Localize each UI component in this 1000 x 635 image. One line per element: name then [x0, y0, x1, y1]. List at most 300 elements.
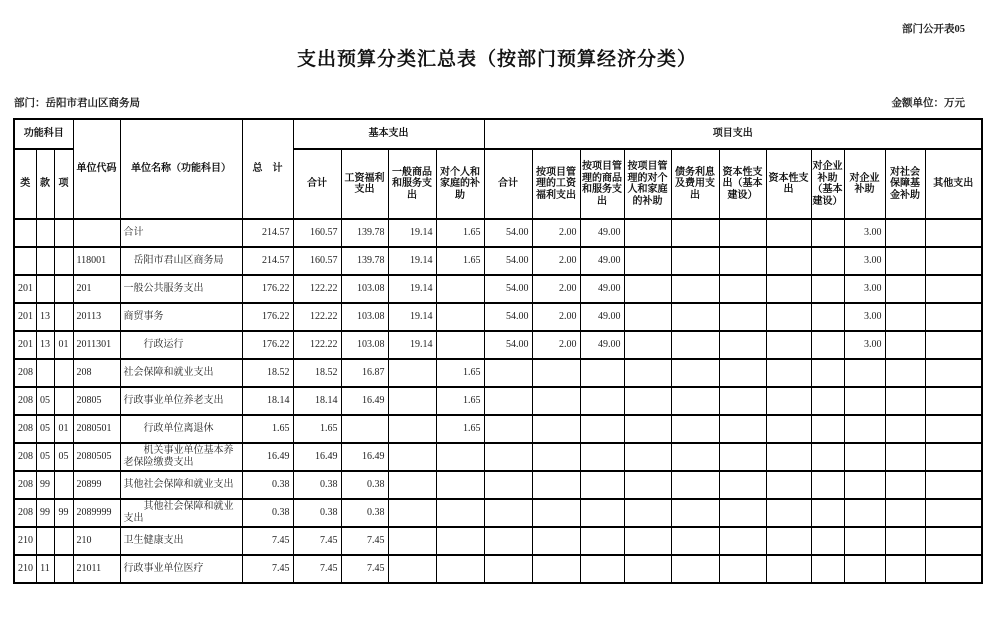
cell-value: 0.38 — [341, 499, 388, 527]
table-row — [14, 247, 982, 275]
cell-unit-code: 210 — [73, 527, 120, 555]
header-item: 项 — [54, 149, 73, 219]
cell-value — [436, 555, 484, 583]
cell-item — [54, 219, 73, 247]
cell-unit-name: 岳阳市君山区商务局 — [120, 247, 242, 275]
cell-value: 7.45 — [341, 527, 388, 555]
cell-class: 210 — [14, 555, 36, 583]
cell-value: 18.52 — [242, 359, 293, 387]
cell-value — [624, 219, 671, 247]
budget-table — [13, 118, 983, 584]
table-row — [14, 303, 982, 331]
table-row — [14, 415, 982, 443]
cell-value — [671, 219, 719, 247]
cell-value: 1.65 — [293, 415, 341, 443]
cell-value: 16.87 — [341, 359, 388, 387]
header-basic-total: 合计 — [293, 149, 341, 219]
cell-value — [766, 387, 811, 415]
header-debt-interest: 债务利息及费用支出 — [671, 149, 719, 219]
cell-value: 103.08 — [341, 331, 388, 359]
cell-value: 2.00 — [532, 303, 580, 331]
cell-value: 176.22 — [242, 331, 293, 359]
cell-unit-code: 2089999 — [73, 499, 120, 527]
cell-value: 103.08 — [341, 275, 388, 303]
cell-value — [484, 443, 532, 471]
cell-value — [436, 275, 484, 303]
cell-value: 122.22 — [293, 303, 341, 331]
cell-value: 54.00 — [484, 303, 532, 331]
cell-value — [844, 555, 885, 583]
cell-unit-code: 2080505 — [73, 443, 120, 471]
cell-value — [580, 443, 624, 471]
cell-section: 13 — [36, 303, 54, 331]
table-row — [14, 499, 982, 527]
cell-value — [624, 387, 671, 415]
cell-value — [844, 387, 885, 415]
cell-value: 3.00 — [844, 331, 885, 359]
header-proj-goods: 按项目管理的商品和服务支出 — [580, 149, 624, 219]
cell-class: 201 — [14, 275, 36, 303]
cell-value — [885, 359, 925, 387]
cell-value — [532, 471, 580, 499]
table-row — [14, 387, 982, 415]
cell-value — [484, 359, 532, 387]
table-row — [14, 527, 982, 555]
cell-value: 160.57 — [293, 219, 341, 247]
cell-class — [14, 219, 36, 247]
cell-unit-code: 20113 — [73, 303, 120, 331]
cell-value — [844, 471, 885, 499]
cell-value — [671, 443, 719, 471]
cell-value: 19.14 — [388, 275, 436, 303]
cell-value — [766, 555, 811, 583]
cell-value — [811, 387, 844, 415]
header-functional-group: 功能科目 — [14, 119, 73, 149]
cell-item: 01 — [54, 331, 73, 359]
cell-value — [719, 471, 766, 499]
cell-value — [811, 555, 844, 583]
cell-item — [54, 387, 73, 415]
header-proj-total: 合计 — [484, 149, 532, 219]
cell-value — [885, 303, 925, 331]
cell-value: 19.14 — [388, 331, 436, 359]
cell-value — [624, 555, 671, 583]
cell-value — [844, 415, 885, 443]
cell-unit-code: 2080501 — [73, 415, 120, 443]
header-basic-goods: 一般商品和服务支出 — [388, 149, 436, 219]
cell-value — [388, 471, 436, 499]
cell-item: 01 — [54, 415, 73, 443]
cell-value: 7.45 — [242, 555, 293, 583]
cell-value — [436, 331, 484, 359]
cell-value: 1.65 — [436, 359, 484, 387]
cell-value — [671, 555, 719, 583]
cell-value: 0.38 — [242, 471, 293, 499]
cell-value — [925, 555, 982, 583]
cell-value — [484, 387, 532, 415]
header-basic-family: 对个人和家庭的补助 — [436, 149, 484, 219]
amount-unit-label: 金额单位：万元 — [891, 98, 965, 109]
cell-value: 1.65 — [436, 247, 484, 275]
cell-value — [624, 443, 671, 471]
header-proj-family: 按项目管理的对个人和家庭的补助 — [624, 149, 671, 219]
cell-value: 214.57 — [242, 219, 293, 247]
cell-value: 0.38 — [293, 471, 341, 499]
table-header — [14, 119, 982, 219]
cell-value — [624, 303, 671, 331]
cell-value — [624, 415, 671, 443]
cell-value — [811, 527, 844, 555]
cell-value — [580, 415, 624, 443]
cell-class: 208 — [14, 499, 36, 527]
cell-value — [580, 555, 624, 583]
cell-value — [925, 527, 982, 555]
cell-value — [885, 387, 925, 415]
cell-value — [580, 527, 624, 555]
cell-value — [671, 471, 719, 499]
cell-value — [624, 247, 671, 275]
cell-section — [36, 247, 54, 275]
cell-class: 201 — [14, 303, 36, 331]
cell-value: 0.38 — [293, 499, 341, 527]
cell-value — [811, 471, 844, 499]
cell-value — [436, 527, 484, 555]
cell-item — [54, 247, 73, 275]
cell-value: 139.78 — [341, 247, 388, 275]
cell-value — [811, 303, 844, 331]
cell-item — [54, 303, 73, 331]
cell-value — [624, 331, 671, 359]
cell-value — [811, 443, 844, 471]
cell-value — [719, 443, 766, 471]
cell-value — [844, 359, 885, 387]
cell-value — [532, 359, 580, 387]
cell-value — [925, 331, 982, 359]
cell-value — [719, 219, 766, 247]
header-social-security: 对社会保障基金补助 — [885, 149, 925, 219]
cell-item — [54, 471, 73, 499]
cell-value — [532, 387, 580, 415]
table-row — [14, 555, 982, 583]
cell-value — [388, 499, 436, 527]
cell-value — [388, 443, 436, 471]
cell-value — [671, 303, 719, 331]
cell-value — [766, 331, 811, 359]
cell-value — [671, 331, 719, 359]
cell-value — [885, 527, 925, 555]
header-capital: 资本性支出 — [766, 149, 811, 219]
cell-value — [719, 555, 766, 583]
cell-value — [766, 443, 811, 471]
cell-class — [14, 247, 36, 275]
header-capital-construction: 资本性支出（基本建设） — [719, 149, 766, 219]
cell-value: 176.22 — [242, 275, 293, 303]
cell-value: 18.14 — [242, 387, 293, 415]
header-section: 款 — [36, 149, 54, 219]
cell-value: 16.49 — [341, 443, 388, 471]
cell-value — [885, 415, 925, 443]
cell-unit-code: 208 — [73, 359, 120, 387]
cell-item — [54, 555, 73, 583]
cell-value — [671, 387, 719, 415]
cell-section — [36, 527, 54, 555]
department-label: 部门：岳阳市君山区商务局 — [14, 98, 140, 109]
cell-class: 208 — [14, 387, 36, 415]
cell-value — [580, 499, 624, 527]
cell-value — [671, 275, 719, 303]
cell-value — [671, 359, 719, 387]
cell-value: 1.65 — [242, 415, 293, 443]
cell-class: 208 — [14, 415, 36, 443]
cell-value: 7.45 — [293, 527, 341, 555]
cell-section: 11 — [36, 555, 54, 583]
cell-value: 3.00 — [844, 219, 885, 247]
cell-value — [484, 471, 532, 499]
cell-value: 54.00 — [484, 247, 532, 275]
cell-value — [811, 415, 844, 443]
cell-class: 210 — [14, 527, 36, 555]
cell-value: 19.14 — [388, 303, 436, 331]
cell-section: 05 — [36, 415, 54, 443]
header-project-group: 项目支出 — [484, 119, 982, 149]
cell-value — [436, 471, 484, 499]
cell-value: 49.00 — [580, 303, 624, 331]
cell-value — [811, 499, 844, 527]
cell-value — [811, 331, 844, 359]
cell-value: 1.65 — [436, 387, 484, 415]
cell-value: 1.65 — [436, 415, 484, 443]
cell-section: 99 — [36, 499, 54, 527]
cell-value: 49.00 — [580, 275, 624, 303]
cell-value — [925, 499, 982, 527]
doc-tag: 部门公开表05 — [902, 24, 965, 35]
cell-unit-name: 社会保障和就业支出 — [120, 359, 242, 387]
cell-value: 0.38 — [341, 471, 388, 499]
table-body — [14, 219, 982, 583]
table-row — [14, 275, 982, 303]
cell-value — [388, 555, 436, 583]
cell-value — [580, 387, 624, 415]
cell-value — [719, 415, 766, 443]
cell-unit-name: 合计 — [120, 219, 242, 247]
header-other: 其他支出 — [925, 149, 982, 219]
cell-value — [436, 303, 484, 331]
cell-value — [766, 247, 811, 275]
cell-value: 19.14 — [388, 219, 436, 247]
cell-value — [484, 527, 532, 555]
cell-value — [925, 303, 982, 331]
cell-value — [844, 443, 885, 471]
cell-value — [844, 499, 885, 527]
cell-value: 3.00 — [844, 275, 885, 303]
header-basic-wage: 工资福利支出 — [341, 149, 388, 219]
cell-value — [624, 527, 671, 555]
page-title: 支出预算分类汇总表（按部门预算经济分类） — [296, 49, 697, 70]
cell-section: 99 — [36, 471, 54, 499]
cell-value — [766, 499, 811, 527]
cell-unit-code: 201 — [73, 275, 120, 303]
cell-value: 7.45 — [242, 527, 293, 555]
cell-section: 05 — [36, 443, 54, 471]
cell-value — [811, 219, 844, 247]
cell-unit-code: 20899 — [73, 471, 120, 499]
cell-value — [484, 415, 532, 443]
table-row — [14, 471, 982, 499]
cell-value: 3.00 — [844, 247, 885, 275]
cell-unit-name: 商贸事务 — [120, 303, 242, 331]
cell-value — [766, 527, 811, 555]
cell-value: 54.00 — [484, 275, 532, 303]
cell-value — [532, 443, 580, 471]
cell-value: 0.38 — [242, 499, 293, 527]
cell-value: 2.00 — [532, 275, 580, 303]
cell-value — [885, 247, 925, 275]
cell-item — [54, 359, 73, 387]
cell-value — [811, 247, 844, 275]
cell-unit-code: 21011 — [73, 555, 120, 583]
cell-value: 19.14 — [388, 247, 436, 275]
header-class: 类 — [14, 149, 36, 219]
header-basic-group: 基本支出 — [293, 119, 484, 149]
cell-value — [388, 387, 436, 415]
cell-value: 16.49 — [341, 387, 388, 415]
cell-value — [844, 527, 885, 555]
cell-value — [532, 499, 580, 527]
cell-value — [811, 359, 844, 387]
cell-value: 7.45 — [293, 555, 341, 583]
cell-value — [388, 415, 436, 443]
cell-section: 13 — [36, 331, 54, 359]
cell-item: 05 — [54, 443, 73, 471]
cell-value — [624, 471, 671, 499]
cell-value — [671, 247, 719, 275]
table-row — [14, 331, 982, 359]
cell-class: 208 — [14, 443, 36, 471]
cell-unit-code: 20805 — [73, 387, 120, 415]
cell-value — [580, 359, 624, 387]
cell-value — [925, 443, 982, 471]
header-grand-total: 总 计 — [242, 119, 293, 219]
cell-value — [436, 499, 484, 527]
cell-unit-name: 卫生健康支出 — [120, 527, 242, 555]
cell-value — [925, 275, 982, 303]
cell-value — [925, 471, 982, 499]
cell-value: 7.45 — [341, 555, 388, 583]
cell-section — [36, 219, 54, 247]
cell-value — [925, 387, 982, 415]
cell-unit-code: 2011301 — [73, 331, 120, 359]
table-row — [14, 443, 982, 471]
cell-value: 1.65 — [436, 219, 484, 247]
cell-value — [624, 499, 671, 527]
cell-value — [388, 359, 436, 387]
cell-value — [532, 527, 580, 555]
cell-value: 54.00 — [484, 219, 532, 247]
cell-value — [925, 247, 982, 275]
cell-value: 16.49 — [293, 443, 341, 471]
cell-value — [671, 527, 719, 555]
cell-value — [484, 499, 532, 527]
cell-value: 18.52 — [293, 359, 341, 387]
cell-value — [719, 387, 766, 415]
cell-value: 49.00 — [580, 331, 624, 359]
cell-class: 208 — [14, 471, 36, 499]
cell-value — [766, 275, 811, 303]
cell-value — [925, 219, 982, 247]
header-unit-name: 单位名称（功能科目） — [120, 119, 242, 219]
cell-value — [925, 359, 982, 387]
cell-value — [885, 555, 925, 583]
cell-class: 201 — [14, 331, 36, 359]
cell-value — [580, 471, 624, 499]
cell-value — [719, 359, 766, 387]
header-unit-code: 单位代码 — [73, 119, 120, 219]
cell-value: 49.00 — [580, 219, 624, 247]
cell-value — [532, 415, 580, 443]
cell-value — [719, 499, 766, 527]
header-enterprise-subsidy: 对企业补助 — [844, 149, 885, 219]
table-row — [14, 359, 982, 387]
header-group-row — [14, 119, 982, 149]
cell-item: 99 — [54, 499, 73, 527]
cell-value: 54.00 — [484, 331, 532, 359]
table-row — [14, 219, 982, 247]
cell-value: 2.00 — [532, 219, 580, 247]
cell-value: 139.78 — [341, 219, 388, 247]
header-proj-wage: 按项目管理的工资福利支出 — [532, 149, 580, 219]
cell-value — [885, 499, 925, 527]
cell-value — [885, 443, 925, 471]
cell-value — [532, 555, 580, 583]
cell-value: 3.00 — [844, 303, 885, 331]
cell-value: 214.57 — [242, 247, 293, 275]
cell-value — [484, 555, 532, 583]
cell-value — [811, 275, 844, 303]
cell-value — [766, 219, 811, 247]
cell-unit-name: 其他社会保障和就业支出 — [120, 471, 242, 499]
cell-value — [925, 415, 982, 443]
cell-value — [719, 275, 766, 303]
cell-value — [885, 219, 925, 247]
cell-value: 103.08 — [341, 303, 388, 331]
cell-value — [766, 415, 811, 443]
cell-value: 18.14 — [293, 387, 341, 415]
header-enterprise-construction: 对企业补助（基本建设） — [811, 149, 844, 219]
cell-value — [766, 359, 811, 387]
cell-value: 176.22 — [242, 303, 293, 331]
cell-value: 49.00 — [580, 247, 624, 275]
cell-value — [719, 527, 766, 555]
cell-value — [624, 275, 671, 303]
cell-unit-name: 机关事业单位基本养老保险缴费支出 — [120, 443, 242, 471]
cell-value — [885, 471, 925, 499]
cell-unit-name: 行政事业单位医疗 — [120, 555, 242, 583]
cell-unit-name: 其他社会保障和就业支出 — [120, 499, 242, 527]
cell-value: 122.22 — [293, 331, 341, 359]
cell-value — [388, 527, 436, 555]
cell-class: 208 — [14, 359, 36, 387]
cell-value: 2.00 — [532, 247, 580, 275]
cell-value — [885, 275, 925, 303]
cell-value — [885, 331, 925, 359]
cell-value: 122.22 — [293, 275, 341, 303]
cell-value — [766, 303, 811, 331]
cell-unit-name: 行政运行 — [120, 331, 242, 359]
cell-section — [36, 275, 54, 303]
cell-item — [54, 275, 73, 303]
cell-value — [766, 471, 811, 499]
cell-unit-code — [73, 219, 120, 247]
